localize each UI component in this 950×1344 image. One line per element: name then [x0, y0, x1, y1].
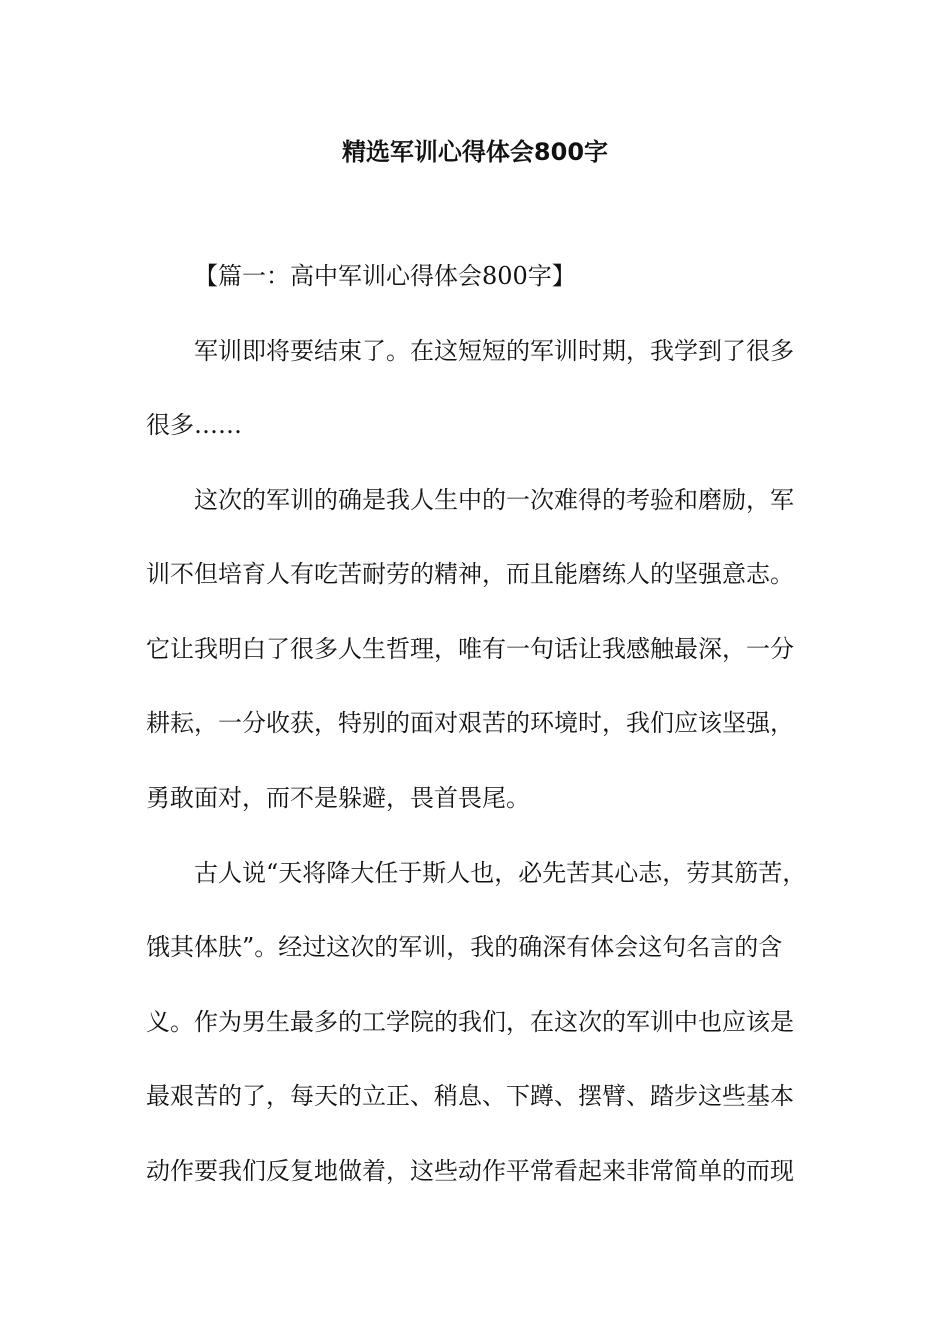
paragraph-line: 义。作为男生最多的工学院的我们，在这次的军训中也应该是	[146, 1008, 794, 1036]
paragraph-line: 这次的军训的确是我人生中的一次难得的考验和磨励，军	[194, 486, 794, 514]
document-title: 精选军训心得体会800字	[341, 138, 609, 166]
paragraph-line: 军训即将要结束了。在这短短的军训时期，我学到了很多	[194, 337, 794, 365]
paragraph-line: 最艰苦的了，每天的立正、稍息、下蹲、摆臂、踏步这些基本	[146, 1082, 794, 1110]
paragraph-line: 勇敢面对，而不是躲避，畏首畏尾。	[146, 784, 530, 812]
paragraph-line: 饿其体肤”。经过这次的军训，我的确深有体会这句名言的含	[146, 933, 783, 961]
paragraph-line: 耕耘，一分收获，特别的面对艰苦的环境时，我们应该坚强，	[146, 709, 794, 737]
paragraph-line: 动作要我们反复地做着，这些动作平常看起来非常简单的而现	[146, 1157, 794, 1185]
paragraph-line: 训不但培育人有吃苦耐劳的精神，而且能磨练人的坚强意志。	[146, 560, 794, 588]
paragraph-line: 它让我明白了很多人生哲理，唯有一句话让我感触最深，一分	[146, 635, 794, 663]
paragraph-line: 古人说“天将降大任于斯人也，必先苦其心志，劳其筋苦，	[194, 859, 807, 887]
paragraph-line: 很多……	[146, 411, 242, 439]
section-heading: 【篇一：高中军训心得体会800字】	[194, 262, 576, 290]
